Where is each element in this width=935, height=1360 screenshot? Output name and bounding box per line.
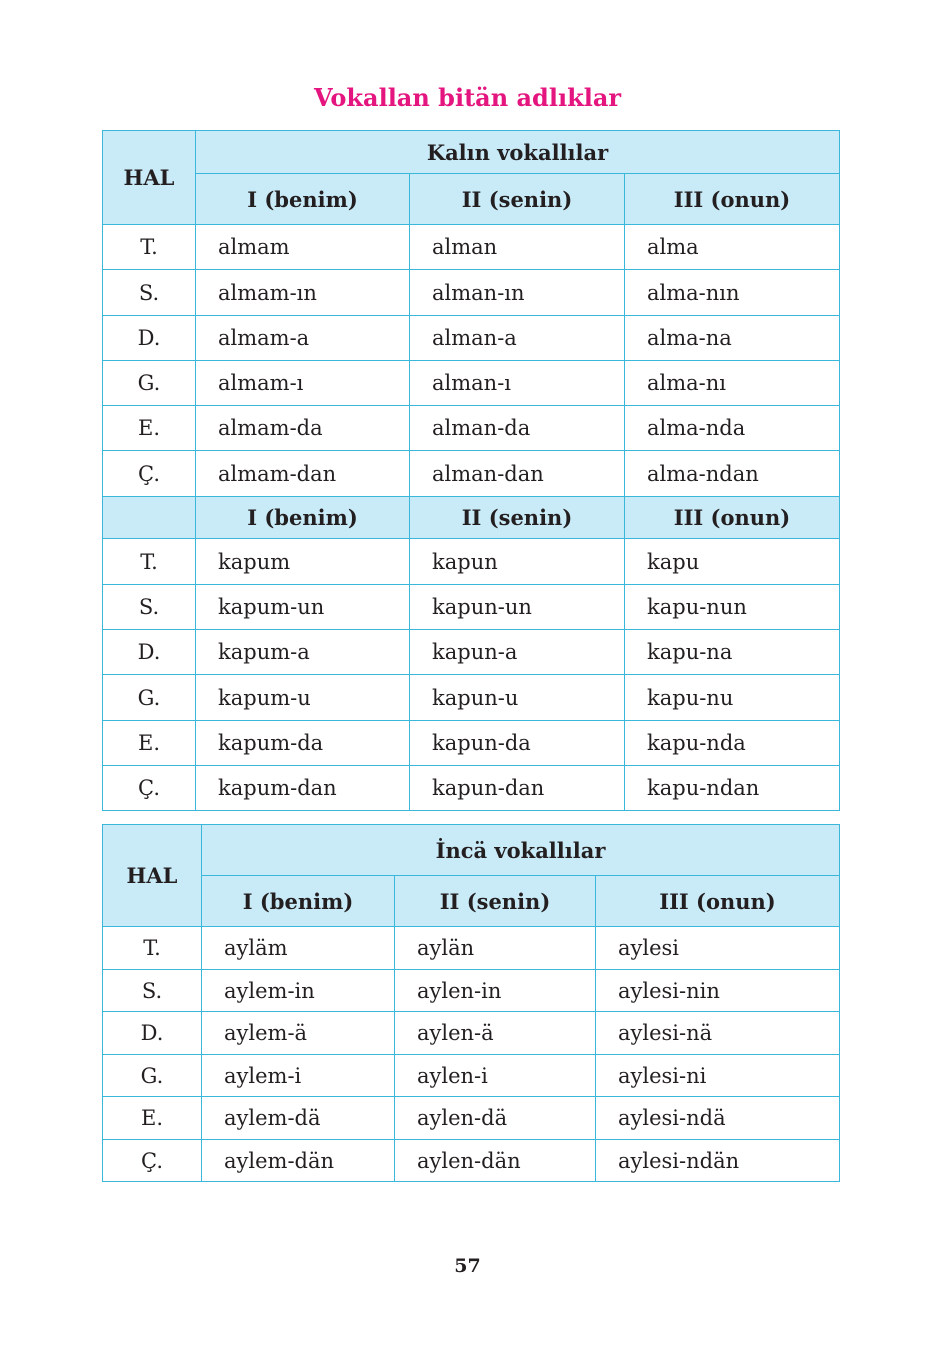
form-cell: alman-ın (410, 270, 625, 316)
form-cell: kapum-a (196, 630, 410, 675)
form-cell: kapun-un (410, 585, 625, 630)
group-header: İncä vokallılar (202, 825, 840, 876)
page-title: Vokallan bitän adlıklar (313, 83, 622, 112)
case-cell: T. (103, 539, 196, 585)
form-cell: alma-nın (625, 270, 840, 316)
case-cell: Ç. (103, 1140, 202, 1182)
form-cell: almam-ı (196, 361, 410, 406)
form-cell: aylesi (596, 927, 840, 970)
table-row (103, 927, 840, 970)
form-cell: kapun-a (410, 630, 625, 675)
form-cell: aylesi-ndä (596, 1097, 840, 1140)
case-cell: G. (103, 675, 196, 721)
table-row (103, 406, 840, 451)
table-row (103, 630, 840, 675)
block-2 (103, 539, 840, 811)
form-cell: kapun (410, 539, 625, 585)
table-row (103, 361, 840, 406)
case-cell: S. (103, 270, 196, 316)
form-cell: kapum-u (196, 675, 410, 721)
form-cell: almam-da (196, 406, 410, 451)
form-cell: almam-dan (196, 451, 410, 497)
block-1 (103, 225, 840, 497)
form-cell: aylen-ä (395, 1012, 596, 1055)
case-cell: D. (103, 1012, 202, 1055)
form-cell: kapu-nda (625, 721, 840, 766)
case-cell: D. (103, 630, 196, 675)
table-row (103, 970, 840, 1012)
form-cell: aylesi-ndän (596, 1140, 840, 1182)
column-header: I (benim) (196, 497, 410, 539)
form-cell: alma-na (625, 316, 840, 361)
page-number: 57 (454, 1255, 481, 1277)
column-header: I (benim) (202, 876, 395, 927)
group-header: Kalın vokallılar (196, 131, 840, 174)
form-cell: aylem-ä (202, 1012, 395, 1055)
empty-header-cell (103, 497, 196, 539)
column-header: II (senin) (410, 174, 625, 225)
form-cell: aylen-dä (395, 1097, 596, 1140)
form-cell: kapu-ndan (625, 766, 840, 811)
form-cell: alman (410, 225, 625, 270)
form-cell: aylän (395, 927, 596, 970)
table-row (103, 451, 840, 497)
case-cell: E. (103, 1097, 202, 1140)
form-cell: aylen-in (395, 970, 596, 1012)
form-cell: alman-ı (410, 361, 625, 406)
form-cell: alman-dan (410, 451, 625, 497)
form-cell: alma-ndan (625, 451, 840, 497)
form-cell: aylen-dän (395, 1140, 596, 1182)
case-cell: S. (103, 585, 196, 630)
form-cell: kapu-nu (625, 675, 840, 721)
column-header: I (benim) (196, 174, 410, 225)
form-cell: aylem-dän (202, 1140, 395, 1182)
form-cell: ayläm (202, 927, 395, 970)
table-row (103, 225, 840, 270)
form-cell: aylem-dä (202, 1097, 395, 1140)
form-cell: aylen-i (395, 1055, 596, 1097)
form-cell: alman-a (410, 316, 625, 361)
case-cell: S. (103, 970, 202, 1012)
form-cell: alma-nı (625, 361, 840, 406)
case-cell: Ç. (103, 451, 196, 497)
table-row (103, 675, 840, 721)
form-cell: kapu-nun (625, 585, 840, 630)
form-cell: aylesi-nin (596, 970, 840, 1012)
subheader-row (103, 497, 840, 539)
form-cell: alman-da (410, 406, 625, 451)
hal-header: HAL (103, 131, 196, 225)
column-header: III (onun) (625, 497, 840, 539)
table-row (103, 1055, 840, 1097)
form-cell: aylesi-nä (596, 1012, 840, 1055)
form-cell: almam-a (196, 316, 410, 361)
form-cell: kapum-un (196, 585, 410, 630)
back-vowel-table (102, 130, 840, 811)
form-cell: alma-nda (625, 406, 840, 451)
form-cell: almam-ın (196, 270, 410, 316)
case-cell: T. (103, 927, 202, 970)
form-cell: kapum (196, 539, 410, 585)
form-cell: kapun-dan (410, 766, 625, 811)
case-cell: D. (103, 316, 196, 361)
column-header: III (onun) (625, 174, 840, 225)
form-cell: kapu-na (625, 630, 840, 675)
table-row (103, 585, 840, 630)
form-cell: kapum-da (196, 721, 410, 766)
table-row (103, 721, 840, 766)
table-row (103, 316, 840, 361)
case-cell: Ç. (103, 766, 196, 811)
form-cell: kapum-dan (196, 766, 410, 811)
case-cell: E. (103, 406, 196, 451)
table-row (103, 1012, 840, 1055)
table-row (103, 270, 840, 316)
front-vowel-table (102, 824, 840, 1182)
form-cell: aylem-in (202, 970, 395, 1012)
table-row (103, 539, 840, 585)
form-cell: almam (196, 225, 410, 270)
form-cell: kapu (625, 539, 840, 585)
column-header: III (onun) (596, 876, 840, 927)
column-header: II (senin) (395, 876, 596, 927)
case-cell: E. (103, 721, 196, 766)
table-row (103, 766, 840, 811)
table-row (103, 1097, 840, 1140)
table-row (103, 1140, 840, 1182)
hal-header: HAL (103, 825, 202, 927)
form-cell: aylem-i (202, 1055, 395, 1097)
case-cell: G. (103, 1055, 202, 1097)
form-cell: kapun-u (410, 675, 625, 721)
form-cell: aylesi-ni (596, 1055, 840, 1097)
column-header: II (senin) (410, 497, 625, 539)
form-cell: kapun-da (410, 721, 625, 766)
case-cell: T. (103, 225, 196, 270)
case-cell: G. (103, 361, 196, 406)
form-cell: alma (625, 225, 840, 270)
